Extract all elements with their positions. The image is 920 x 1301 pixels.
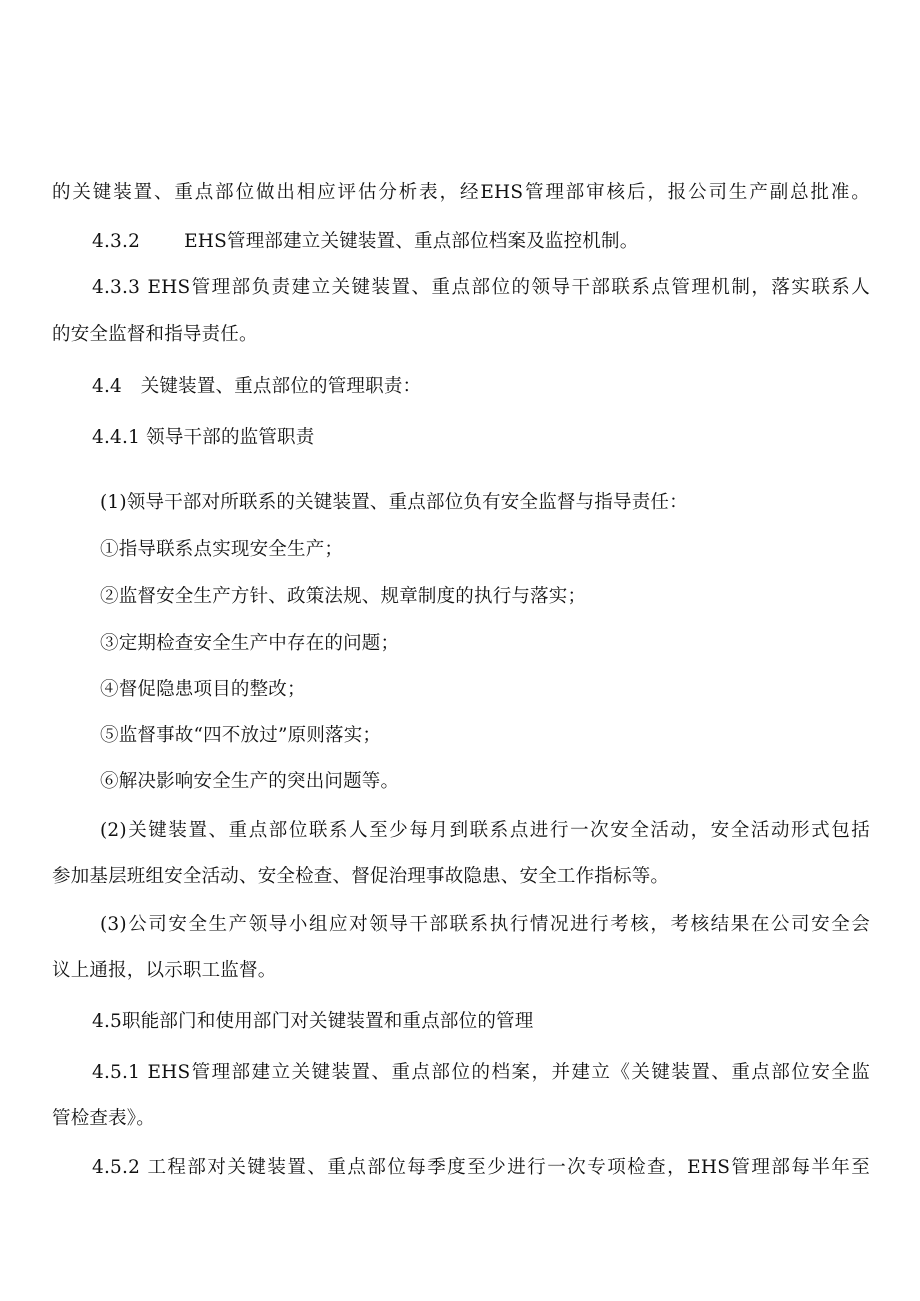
section-4-4-heading: 4.4 关键装置、重点部位的管理职责： bbox=[92, 376, 422, 397]
section-4-4-1-heading: 4.4.1 领导干部的监管职责 bbox=[92, 427, 315, 448]
section-4-5-heading: 4.5职能部门和使用部门对关键装置和重点部位的管理 bbox=[92, 1011, 534, 1032]
section-4-3-3: 4.3.3 EHS管理部负责建立关键装置、重点部位的领导干部联系点管理机制，落实联系人 bbox=[92, 277, 870, 298]
section-text: EHS管理部建立关键装置、重点部位档案及监控机制。 bbox=[184, 231, 639, 252]
list-item: ②监督安全生产方针、政策法规、规章制度的执行与落实； bbox=[100, 586, 587, 607]
list-item: (1)领导干部对所联系的关键装置、重点部位负有安全监督与指导责任： bbox=[100, 492, 688, 513]
paragraph-line: (2)关键装置、重点部位联系人至少每月到联系点进行一次安全活动，安全活动形式包括 bbox=[100, 820, 870, 841]
section-4-5-1: 4.5.1 EHS管理部建立关键装置、重点部位的档案，并建立《关键装置、重点部位安全监 bbox=[92, 1062, 870, 1083]
section-4-5-2: 4.5.2 工程部对关键装置、重点部位每季度至少进行一次专项检查，EHS管理部每半年至 bbox=[92, 1157, 870, 1178]
paragraph-line: 议上通报，以示职工监督。 bbox=[52, 960, 277, 981]
section-number: 4.3.2 bbox=[92, 231, 141, 252]
paragraph-line: (3)公司安全生产领导小组应对领导干部联系执行情况进行考核，考核结果在公司安全会 bbox=[100, 914, 870, 935]
list-item: ⑥解决影响安全生产的突出问题等。 bbox=[100, 771, 400, 792]
list-item: ⑤监督事故“四不放过”原则落实； bbox=[100, 725, 382, 746]
paragraph-line: 管检查表》。 bbox=[52, 1108, 155, 1129]
list-item: ③定期检查安全生产中存在的问题； bbox=[100, 633, 400, 654]
paragraph-line: 的关键装置、重点部位做出相应评估分析表，经EHS管理部审核后，报公司生产副总批准。 bbox=[52, 182, 870, 203]
list-item: ④督促隐患项目的整改； bbox=[100, 679, 306, 700]
paragraph-line: 参加基层班组安全活动、安全检查、督促治理事故隐患、安全工作指标等。 bbox=[52, 866, 670, 887]
paragraph-line: 的安全监督和指导责任。 bbox=[52, 324, 258, 345]
list-item: ①指导联系点实现安全生产； bbox=[100, 539, 344, 560]
section-4-3-2 bbox=[92, 229, 638, 255]
